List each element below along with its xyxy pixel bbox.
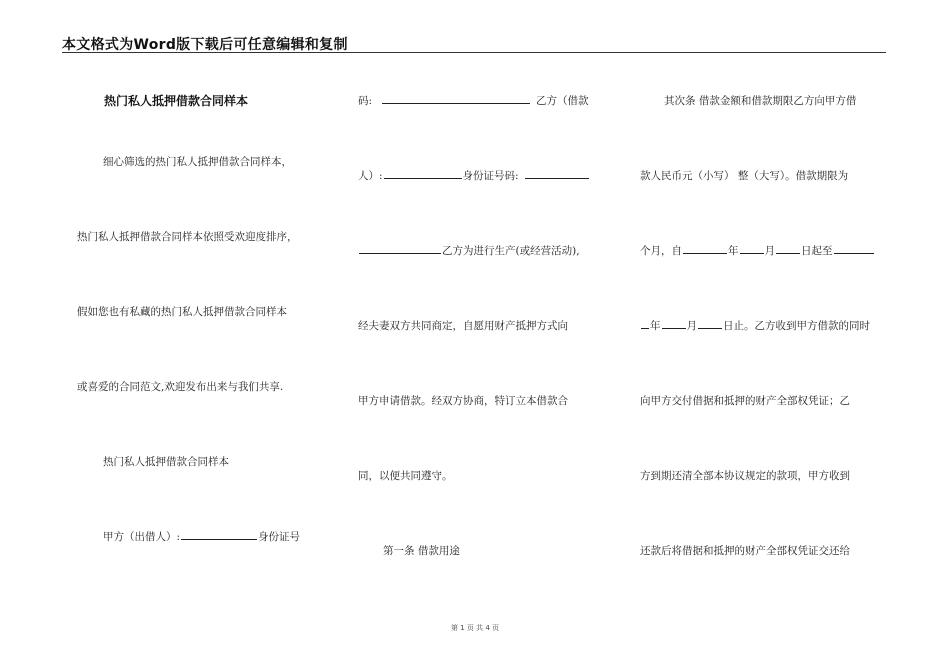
blank-field <box>181 529 257 540</box>
contract-line <box>358 243 580 258</box>
contract-line <box>358 168 590 183</box>
blank-field <box>384 168 462 179</box>
contract-line <box>640 243 875 258</box>
blank-field <box>683 243 727 254</box>
contract-line: 向甲方交付借据和抵押的财产全部权凭证；乙 <box>640 395 850 407</box>
document-header: 本文格式为Word版下载后可任意编辑和复制 <box>62 37 348 53</box>
blank-field <box>382 93 530 104</box>
blank-field <box>359 243 441 254</box>
paragraph-line: 或喜爱的合同范文,欢迎发布出来与我们共享. <box>77 381 284 393</box>
line-text: 日止。乙方收到甲方借款的同时 <box>723 320 870 332</box>
paragraph-line: 细心筛选的热门私人抵押借款合同样本， <box>103 156 292 168</box>
line-text: 乙方为进行生产(或经营活动), <box>442 245 580 257</box>
line-text: 个月，自 <box>640 245 682 257</box>
header-divider <box>62 52 886 53</box>
article-heading: 第一条 借款用途 <box>383 545 460 557</box>
article-heading: 其次条 借款金额和借款期限乙方向甲方借 <box>664 95 857 107</box>
id-label: 身份证号 <box>258 531 301 543</box>
line-text: 乙方（借款 <box>536 95 589 107</box>
contract-line <box>358 93 589 108</box>
contract-line: 同，以便共同遵守。 <box>358 470 453 482</box>
contract-line: 经夫妻双方共同商定，自愿用财产抵押方式向 <box>358 320 568 332</box>
line-text: 月 <box>764 245 775 257</box>
line-text: 日起至 <box>801 245 833 257</box>
blank-field <box>834 243 874 254</box>
line-text: 年 <box>650 320 661 332</box>
line-text: 月 <box>686 320 697 332</box>
contract-line: 甲方申请借款。经双方协商，特订立本借款合 <box>358 395 568 407</box>
contract-line: 款人民币元（小写） 整（大写）。借款期限为 <box>640 170 849 182</box>
document-title: 热门私人抵押借款合同样本 <box>104 94 249 108</box>
blank-field <box>698 318 722 329</box>
blank-field <box>776 243 800 254</box>
contract-line <box>640 318 870 333</box>
line-text: 年 <box>728 245 739 257</box>
paragraph-line: 假如您也有私藏的热门私人抵押借款合同样本 <box>77 306 287 318</box>
paragraph-line: 热门私人抵押借款合同样本依照受欢迎度排序， <box>77 231 298 243</box>
page-number: 第 1 页 共 4 页 <box>450 624 500 632</box>
blank-field <box>662 318 686 329</box>
contract-line: 还款后将借据和抵押的财产全部权凭证交还给 <box>640 545 850 557</box>
line-text: 码: <box>358 95 373 107</box>
line-text: 身份证号码: <box>462 170 519 182</box>
contract-line: 方到期还清全部本协议规定的款项，甲方收到 <box>640 470 850 482</box>
party-a-label: 甲方（出借人）: <box>103 531 181 543</box>
party-a-line <box>103 529 300 544</box>
line-text: 人）: <box>358 170 383 182</box>
blank-field <box>740 243 764 254</box>
blank-field <box>525 168 589 179</box>
blank-field <box>641 318 649 329</box>
section-heading: 热门私人抵押借款合同样本 <box>103 456 229 468</box>
